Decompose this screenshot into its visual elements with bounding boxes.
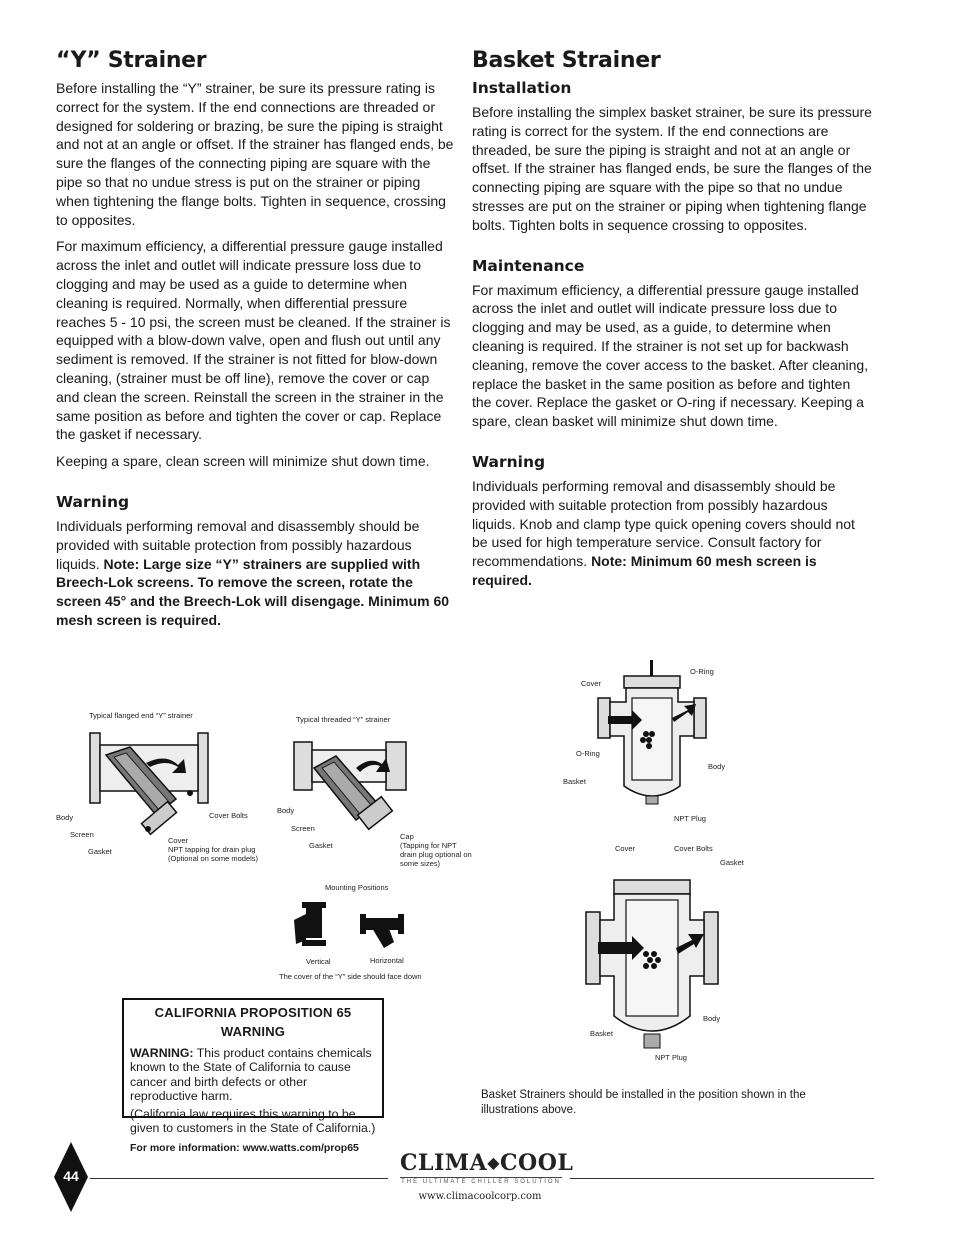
basket-strainer-section [472,48,872,598]
warning-text: Individuals performing removal and disassembly should be provided with suitable protection from possibly hazardous liquids. Knob and clamp type quick opening covers should not be used for high temperature service. Consult factory for recommendations. [472,477,855,570]
label-cover-bolts: Cover Bolts [674,844,713,853]
paragraph: For maximum efficiency, a differential pressure gauge installed across the inlet and outlet will indicate pressure loss due to clogging and may be used, as a guide, to determine when cleaning is required. If the strainer is not set up for backwash cleaning, remove the cover access to the basket. After cleaning, replace the basket in the same position as before and tighten the cover. Replace the gasket or O-ring if necessary. Keeping a spare, clean basket will minimize shut down time. [472,281,869,430]
paragraph: Before installing the simplex basket strainer, be sure its pressure rating is correct for the system. If the end connections are threaded, be sure the piping is straight and not at an angle or offset. If the strainer has flanged ends, be sure the flanges of the connecting piping are square with the pipe so that no undue stresses are put on the strainer or piping when tightening flange bolts. Tighten bolts in sequence crossing to opposites. [472,104,872,233]
prop65-text [130,1046,376,1104]
threaded-strainer-title: Typical threaded “Y” strainer [296,715,391,724]
paragraph: Keeping a spare, clean screen will minimize shut down time. [56,453,430,470]
logo-clima: CLIMA [400,1150,488,1176]
flanged-strainer-title: Typical flanged end “Y” strainer [89,711,193,720]
warning-heading: Warning [56,492,130,511]
logo-tagline: THE ULTIMATE CHILLER SOLUTION [401,1179,561,1185]
climacool-logo [400,1150,574,1185]
prop65-text2: (California law requires this warning to be given to customers in the State of California.) [130,1106,376,1135]
mounting-note: The cover of the “Y” side should face down [279,972,422,981]
label-gasket: Gasket [309,841,333,850]
logo-cool: COOL [500,1150,574,1176]
installation-heading: Installation [472,79,572,97]
basket-caption: Basket Strainers should be installed in the position shown in the illustrations above. [481,1089,806,1116]
label-basket: Basket [563,777,586,786]
horizontal-mounting-icon [358,912,406,952]
basket-strainer-illustration-top [596,658,708,808]
paragraph: For maximum efficiency, a differential pressure gauge installed across the inlet and outlet will indicate pressure loss due to clogging and may be used as a guide to determine when cleaning is required. Normally, when differential pressure reaches 5 - 10 psi, the screen must be cleaned. If the strainer is equipped with a blow-down valve, open and flush out until any sediment is removed. If the strainer is not fitted for blow-down cleaning, (strainer must be off line), remove the cover or cap and clean the screen. Reinstall the screen in the strainer in the same position as before and tighten the cover or cap. Replace the gasket if necessary. [56,238,451,443]
label-body: Body [277,806,295,815]
logo-drop-icon: ◆ [487,1153,501,1172]
footer-url: www.climacoolcorp.com [418,1191,542,1202]
page-number: 44 [63,1168,79,1184]
label-body: Body [703,1014,721,1023]
label-npt-plug: NPT Plug [674,814,706,823]
prop65-more-info: For more information: www.watts.com/prop65 [130,1141,359,1154]
warning-note: Note: Minimum 60 mesh screen is required. [472,553,817,588]
warning-text: Individuals performing removal and disassembly should be provided with suitable protection from possibly hazardous liquids. [56,517,420,572]
flanged-y-strainer-illustration [86,725,216,845]
prop65-body: This product contains chemicals known to the State of California to cause cancer and birth defects or other reproductive harm. [130,1045,372,1104]
label-screen: Screen [70,830,94,839]
label-npt-plug: NPT Plug [655,1053,687,1062]
label-gasket: Gasket [88,847,112,856]
footer-rule [570,1178,874,1179]
label-body: Body [56,813,74,822]
basket-strainer-illustration-bottom [584,876,720,1054]
label-cover: Cover [168,836,189,845]
prop65-title: CALIFORNIA PROPOSITION 65 WARNING [154,1005,352,1039]
section-title: “Y” Strainer [56,48,207,73]
prop65-lead: WARNING: [130,1045,194,1060]
maintenance-heading: Maintenance [472,256,585,275]
label-o-ring: O-Ring [690,667,714,676]
section-title: Basket Strainer [472,48,661,73]
warning-note: Note: Large size “Y” strainers are supplied with Breech-Lok screens. To remove the screen, rotate the screen 45° and the Breech-Lok will disengage. Minimum 60 mesh screen is required. [56,555,450,628]
label-screen: Screen [291,824,315,833]
threaded-y-strainer-illustration [290,738,415,833]
label-cover: Cover [581,679,602,688]
vertical-mounting-icon [292,900,336,952]
label-gasket: Gasket [720,858,744,867]
label-basket: Basket [590,1029,613,1038]
label-npt-tapping: NPT tapping for drain plug (Optional on some models) [168,845,259,863]
label-o-ring: O-Ring [576,749,600,758]
paragraph: Before installing the “Y” strainer, be sure its pressure rating is correct for the system. If the end connections are threaded or designed for soldering or brazing, be sure the piping is straight and not at an angle or offset. If the strainer has flanged ends, be sure the flanges of the connecting piping are square with the pipe so that no undue stress is put on the strainer or piping when tightening the flange bolts. Tighten in sequence, crossing to opposites. [56,80,454,228]
prop65-warning-box [122,998,384,1154]
label-body: Body [708,762,726,771]
mounting-title: Mounting Positions [325,883,389,892]
label-vertical: Vertical [306,957,331,966]
label-cap: Cap (Tapping for NPT drain plug optional on some sizes) [400,832,472,868]
warning-paragraph [56,517,454,630]
page-number-badge [54,1142,88,1212]
label-cover: Cover [615,844,636,853]
footer-rule [90,1178,388,1179]
label-cover-bolts: Cover Bolts [209,811,248,820]
warning-heading: Warning [472,452,546,471]
label-horizontal: Horizontal [370,956,404,965]
y-strainer-section [56,48,454,638]
warning-paragraph [472,477,872,590]
